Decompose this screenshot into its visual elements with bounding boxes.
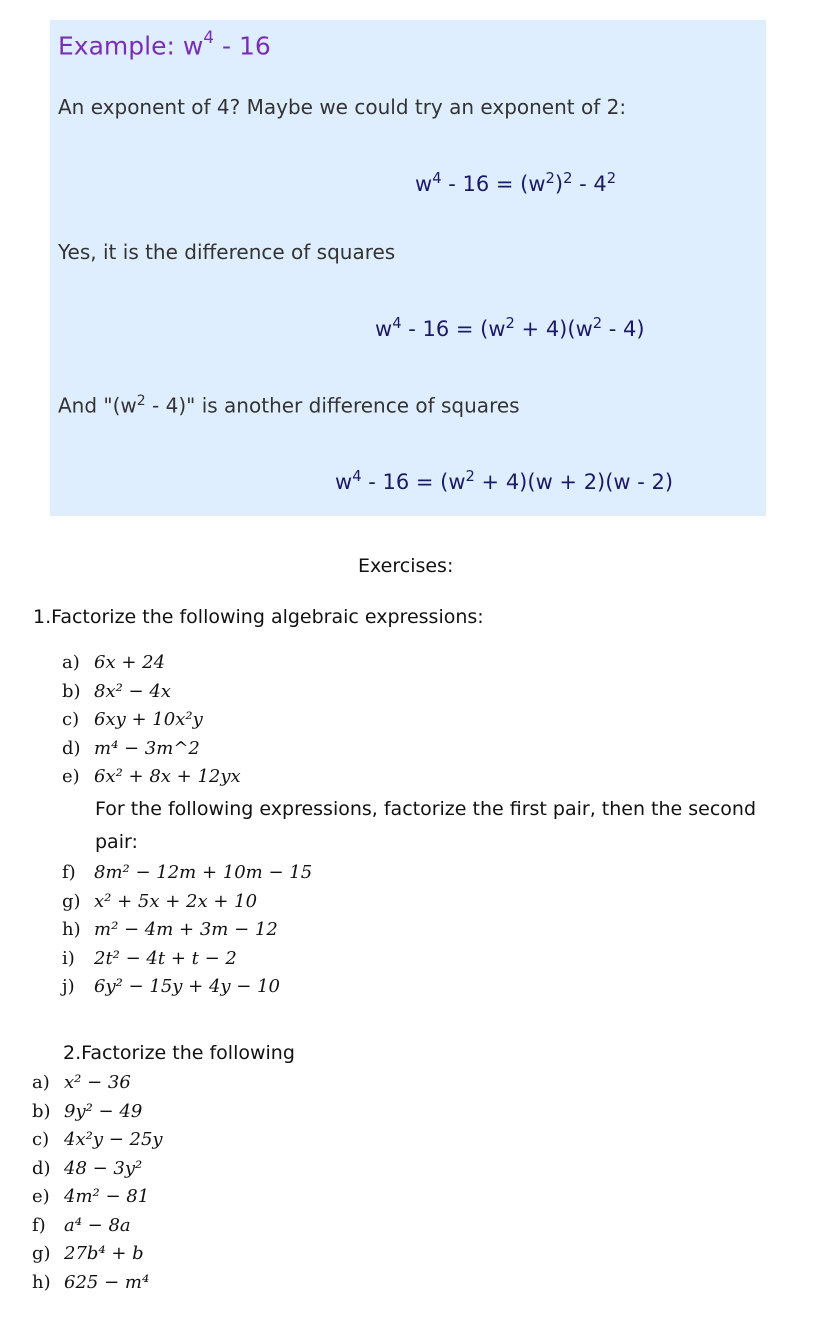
- question-1-heading: 1.Factorize the following algebraic expressions:: [33, 606, 484, 628]
- exercise-label: g): [62, 890, 81, 912]
- exercise-label: h): [32, 1271, 51, 1293]
- equation-1: $w^4 - 16 = (w^2)^2 - 4^2$: [415, 170, 617, 196]
- exercise-label: i): [62, 947, 75, 969]
- exercise-label: j): [62, 976, 75, 997]
- equation-3: $w^4 - 16 = (w^2 + 4)(w + 2)(w - 2)$: [335, 468, 674, 494]
- exercise-expression: m² − 4m + 3m − 12: [94, 919, 278, 940]
- exercise-item: [32, 1158, 142, 1179]
- exercise-expression: 6x² + 8x + 12yx: [94, 766, 241, 787]
- exercise-label: b): [32, 1100, 51, 1122]
- exercise-expression: 8x² − 4x: [94, 680, 171, 702]
- exercise-label: e): [32, 1186, 50, 1207]
- exercise-label: f): [62, 862, 76, 883]
- exercise-item: [62, 862, 312, 883]
- exercise-item: [32, 1215, 131, 1236]
- exercise-expression: 2t² − 4t + t − 2: [94, 947, 237, 969]
- exercise-expression: x² + 5x + 2x + 10: [94, 890, 258, 912]
- exercise-label: g): [32, 1243, 51, 1264]
- exercise-item: [62, 709, 203, 730]
- exercise-label: h): [62, 919, 81, 940]
- exercise-expression: 4m² − 81: [64, 1186, 150, 1207]
- exercise-expression: 8m² − 12m + 10m − 15: [94, 862, 313, 883]
- exercise-label: b): [62, 680, 81, 702]
- exercise-expression: 27b⁴ + b: [64, 1243, 144, 1264]
- question-2-heading: 2.Factorize the following: [63, 1042, 295, 1064]
- exercise-expression: x² − 36: [64, 1072, 131, 1093]
- exercise-label: a): [32, 1072, 50, 1093]
- example-title: Example: $w^4 - 16$: [58, 28, 271, 61]
- exercise-label: c): [62, 709, 80, 730]
- example-line-2: Yes, it is the difference of squares: [58, 240, 396, 264]
- exercise-item: [62, 948, 237, 969]
- exercise-label: c): [32, 1129, 50, 1150]
- question-1-note: For the following expressions, factorize the first pair, then the second pair:: [95, 798, 757, 853]
- exercise-expression: m⁴ − 3m^2: [94, 737, 200, 759]
- exercise-item: [32, 1243, 144, 1264]
- exercise-item: [62, 919, 278, 940]
- equation-2: $w^4 - 16 = (w^2 + 4)(w^2 - 4)$: [375, 315, 645, 341]
- exercise-label: f): [32, 1214, 46, 1236]
- example-line-3: And "$(w^2 - 4)$" is another difference of squares: [58, 393, 520, 418]
- exercise-item: [62, 681, 171, 702]
- exercise-expression: 625 − m⁴: [64, 1271, 150, 1293]
- exercise-item: [62, 891, 257, 912]
- exercise-item: [62, 738, 200, 759]
- exercise-item: [32, 1186, 149, 1207]
- exercise-item: [32, 1129, 163, 1150]
- exercise-label: e): [62, 766, 80, 787]
- exercise-expression: 6xy + 10x²y: [94, 709, 203, 730]
- exercise-item: [32, 1072, 131, 1093]
- exercise-item: [62, 976, 280, 997]
- exercise-label: d): [62, 737, 81, 759]
- exercise-expression: 48 − 3y²: [64, 1157, 143, 1179]
- exercise-label: d): [32, 1157, 51, 1179]
- exercise-expression: 6y² − 15y + 4y − 10: [94, 976, 281, 997]
- exercise-expression: 6x + 24: [94, 652, 166, 673]
- exercise-item: [32, 1272, 149, 1293]
- exercise-item: [62, 652, 165, 673]
- example-intro: An exponent of 4? Maybe we could try an exponent of 2:: [58, 95, 627, 119]
- exercise-expression: 9y² − 49: [64, 1100, 143, 1122]
- exercise-item: [32, 1101, 142, 1122]
- exercise-label: a): [62, 652, 80, 673]
- exercise-expression: 4x²y − 25y: [64, 1129, 163, 1150]
- exercise-expression: a⁴ − 8a: [64, 1214, 131, 1236]
- exercise-item: [62, 766, 241, 787]
- exercises-heading: Exercises:: [358, 555, 454, 577]
